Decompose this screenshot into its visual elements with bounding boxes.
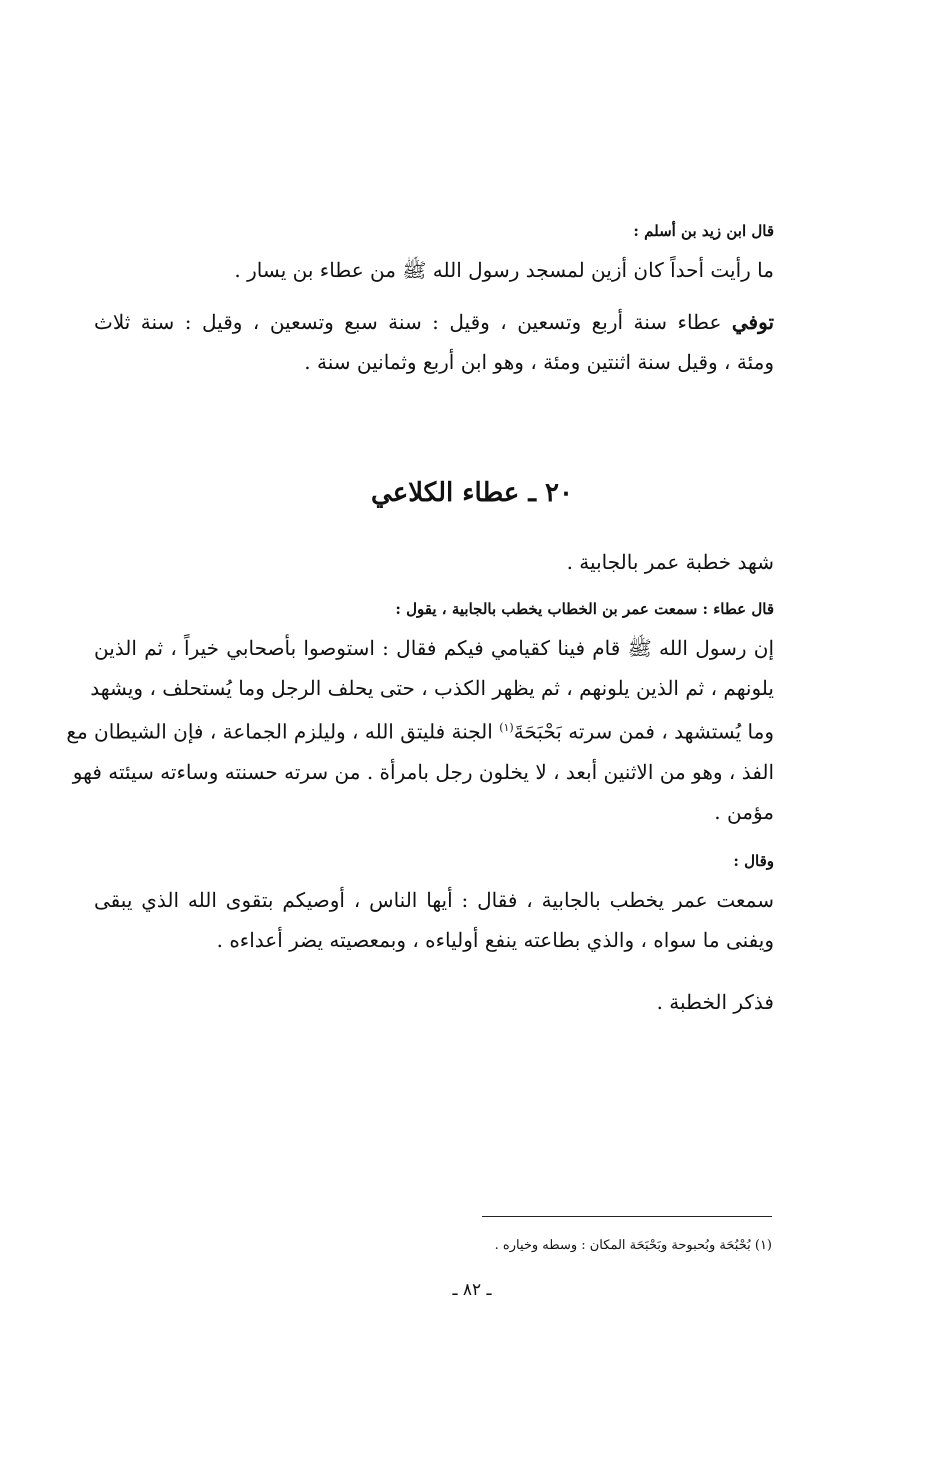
footnote-reference[interactable]: (١)	[499, 721, 514, 734]
narration-1-line: مؤمن .	[714, 799, 774, 824]
death-line-bold-word: توفي	[731, 310, 775, 334]
page-number: ـ ٨٢ ـ	[452, 1280, 492, 1300]
narration-1-line-3-prefix: وما يُستشهد ، فمن سرته بَحْبَحَةَ	[513, 719, 774, 744]
narration-1-line	[66, 708, 774, 752]
footnote-text: (١) بُحْبُحَة وبُحبوحة وبَحْبَحَة المكان : وسطه وخياره .	[494, 1238, 772, 1253]
death-line-1	[94, 302, 774, 342]
narration-2-line: سمعت عمر يخطب بالجابية ، فقال : أيها الناس ، أوصيكم بتقوى الله الذي يبقى	[94, 888, 774, 912]
death-line-1-text: عطاء سنة أربع وتسعين ، وقيل : سنة سبع وتسعين ، وقيل : سنة ثلاث	[94, 310, 722, 334]
section-heading: ٢٠ ـ عطاء الكلاعي	[371, 478, 573, 508]
narration-1-line-3-rest: الجنة فليتق الله ، وليلزم الجماعة ، فإن الشيطان مع	[66, 719, 493, 744]
speaker-line-waqal: وقال :	[733, 852, 774, 870]
intro-line: شهد خطبة عمر بالجابية .	[566, 550, 774, 574]
narration-2-line: ويفنى ما سواه ، والذي بطاعته ينفع أولياءه ، وبمعصيته يضر أعداءه .	[216, 928, 774, 952]
speaker-line-ibn-zayd: قال ابن زيد بن أسلم :	[633, 222, 774, 240]
death-paragraph	[94, 302, 774, 382]
narration-1-paragraph	[66, 628, 774, 832]
quote-line: ما رأيت أحداً كان أزين لمسجد رسول الله ﷺ من عطاء بن يسار .	[234, 258, 774, 282]
death-line-2: ومئة ، وقيل سنة اثنتين ومئة ، وهو ابن أربع وثمانين سنة .	[304, 350, 774, 374]
narration-1-line: الفذ ، وهو من الاثنين أبعد ، لا يخلون رجل بامرأة . من سرته حسنته وساءته سيئته فهو	[72, 759, 774, 784]
closing-line: فذكر الخطبة .	[656, 990, 774, 1014]
narration-2-paragraph	[94, 880, 774, 960]
narration-1-line: إن رسول الله ﷺ قام فينا كقيامي فيكم فقال : استوصوا بأصحابي خيراً ، ثم الذين	[94, 636, 774, 660]
footnote-divider	[482, 1216, 772, 1217]
narration-1-line: يلونهم ، ثم الذين يلونهم ، ثم يظهر الكذب ، حتى يحلف الرجل وما يُستحلف ، ويشهد	[90, 676, 774, 700]
speaker-line-ata: قال عطاء : سمعت عمر بن الخطاب يخطب بالجابية ، يقول :	[395, 600, 774, 618]
